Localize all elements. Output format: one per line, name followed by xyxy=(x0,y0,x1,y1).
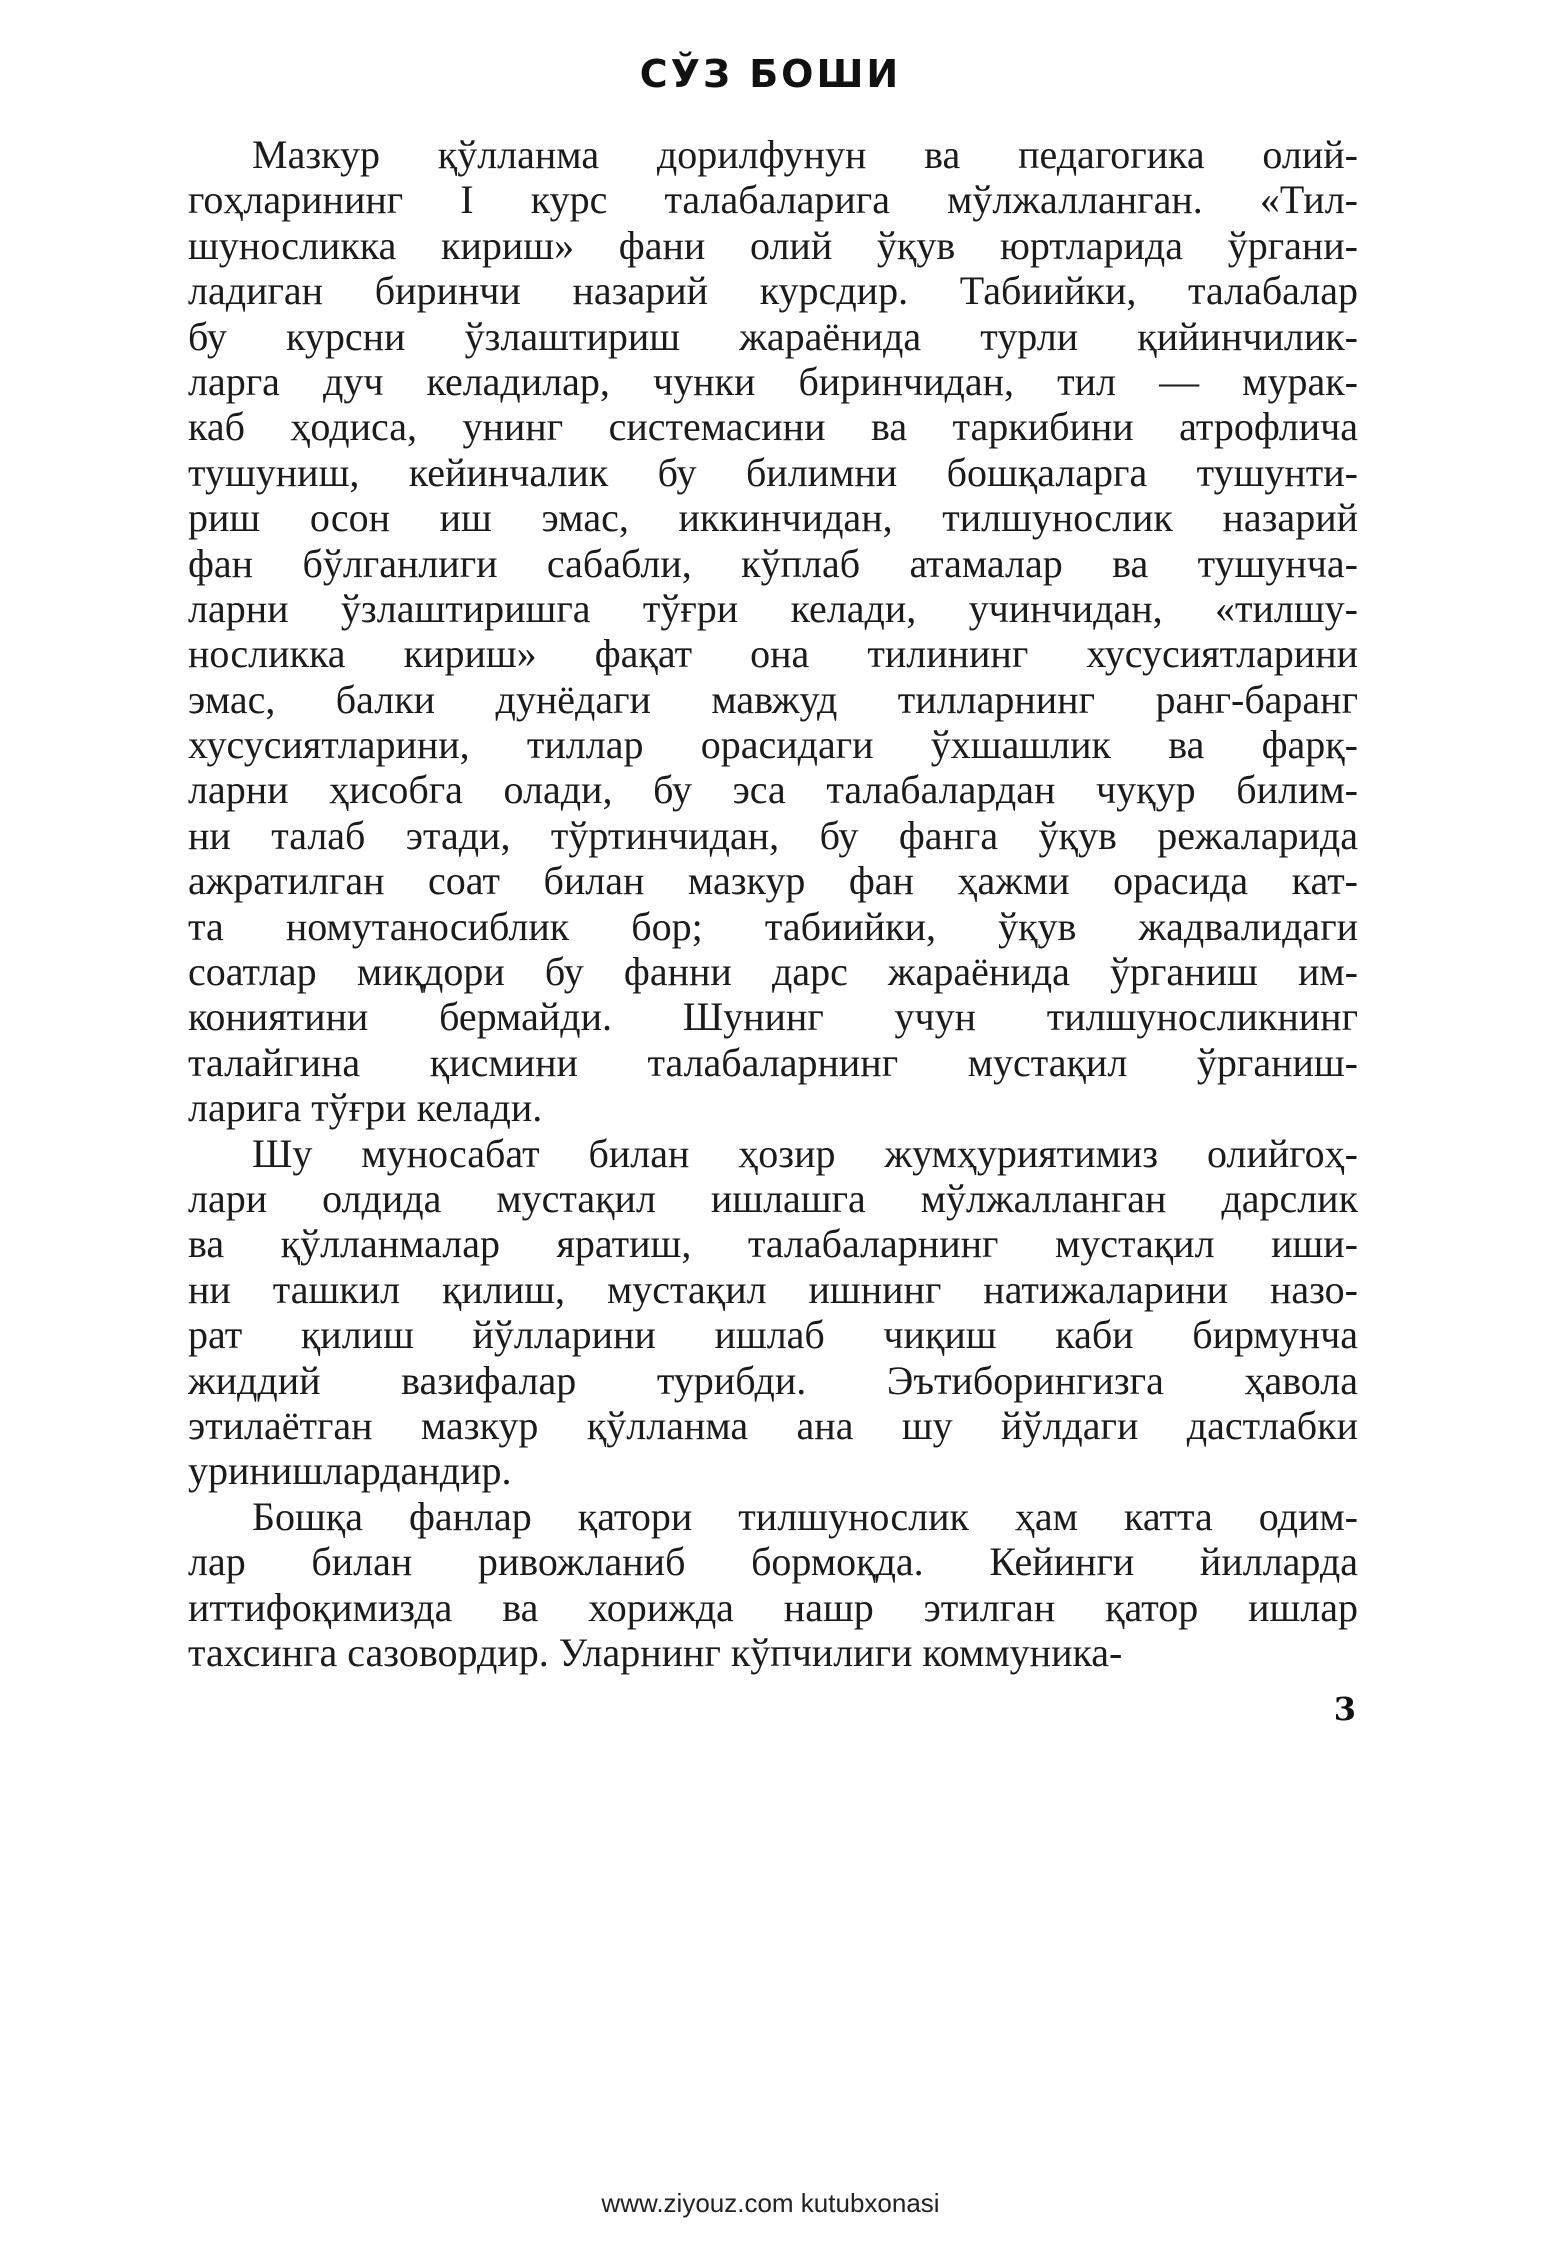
text-line: кониятини бермайди. Шунинг учун тилшуносликнинг xyxy=(188,994,1358,1040)
text-line: тахсинга сазовордир. Уларнинг кўпчилиги коммуника- xyxy=(188,1629,1123,1675)
page-title: СЎЗ БОШИ xyxy=(639,52,902,96)
text-line: ларига тўғри келади. xyxy=(188,1085,543,1131)
text-line: фан бўлганлиги сабабли, кўплаб атамалар ва тушунча- xyxy=(188,540,1358,586)
text-line: носликка кириш» фақат она тилининг хусусиятларини xyxy=(188,631,1358,677)
page-number: 3 xyxy=(1333,1690,1356,1728)
text-line: ларга дуч келадилар, чунки биринчидан, тил — мурак- xyxy=(188,358,1358,404)
text-line: ажратилган соат билан мазкур фан ҳажми орасида кат- xyxy=(188,858,1358,904)
text-line: хусусиятларини, тиллар орасидаги ўхшашлик ва фарқ- xyxy=(188,722,1358,768)
paragraph xyxy=(188,1494,1358,1676)
text-line: шуносликка кириш» фани олий ўқув юртларида ўргани- xyxy=(188,222,1358,268)
footer-watermark: www.ziyouz.com kutubxonasi xyxy=(601,2188,940,2218)
text-line: талайгина қисмини талабаларнинг мустақил ўрганиш- xyxy=(188,1039,1358,1085)
text-line: жиддий вазифалар турибди. Эътиборингизга ҳавола xyxy=(188,1357,1358,1403)
text-line: гоҳларининг I курс талабаларига мўлжалланган. «Тил- xyxy=(188,177,1358,223)
text-line: каб ҳодиса, унинг системасини ва таркибини атрофлича xyxy=(188,404,1358,450)
text-line: Мазкур қўлланма дорилфунун ва педагогика олий- xyxy=(252,132,1358,177)
text-line: лари олдида мустақил ишлашга мўлжалланган дарслик xyxy=(188,1175,1358,1221)
text-line: Шу муносабат билан ҳозир жумҳуриятимиз олийгоҳ- xyxy=(252,1130,1358,1176)
text-line: ва қўлланмалар яратиш, талабаларнинг мустақил иши- xyxy=(188,1221,1358,1267)
text-line: ларни ўзлаштиришга тўғри келади, учинчидан, «тилшу- xyxy=(188,585,1358,631)
body-text xyxy=(188,132,1358,1675)
text-line: та номутаносиблик бор; табиийки, ўқув жадвалидаги xyxy=(188,903,1358,949)
text-line: Бошқа фанлар қатори тилшунослик ҳам катта одим- xyxy=(252,1493,1358,1539)
text-line: эмас, балки дунёдаги мавжуд тилларнинг ранг-баранг xyxy=(188,676,1358,722)
text-line: ни ташкил қилиш, мустақил ишнинг натижаларини назо- xyxy=(188,1266,1358,1312)
paragraph xyxy=(188,132,1358,1131)
text-line: ни талаб этади, тўртинчидан, бу фанга ўқув режаларида xyxy=(188,812,1358,858)
text-line: бу курсни ўзлаштириш жараёнида турли қийинчилик- xyxy=(188,313,1358,359)
text-line: соатлар миқдори бу фанни дарс жараёнида ўрганиш им- xyxy=(188,949,1358,995)
paragraph xyxy=(188,1131,1358,1494)
text-line: уринишлардандир. xyxy=(188,1448,512,1494)
text-line: рат қилиш йўлларини ишлаб чиқиш каби бирмунча xyxy=(188,1312,1358,1358)
text-line: иттифоқимизда ва хорижда нашр этилган қатор ишлар xyxy=(188,1584,1358,1630)
text-line: лар билан ривожланиб бормоқда. Кейинги йилларда xyxy=(188,1539,1358,1585)
text-line: тушуниш, кейинчалик бу билимни бошқаларга тушунти- xyxy=(188,449,1358,495)
text-line: риш осон иш эмас, иккинчидан, тилшунослик назарий xyxy=(188,495,1358,541)
text-line: этилаётган мазкур қўлланма ана шу йўлдаги дастлабки xyxy=(188,1402,1358,1448)
text-line: ладиган биринчи назарий курсдир. Табиийки, талабалар xyxy=(188,268,1358,314)
text-line: ларни ҳисобга олади, бу эса талабалардан чуқур билим- xyxy=(188,767,1358,813)
